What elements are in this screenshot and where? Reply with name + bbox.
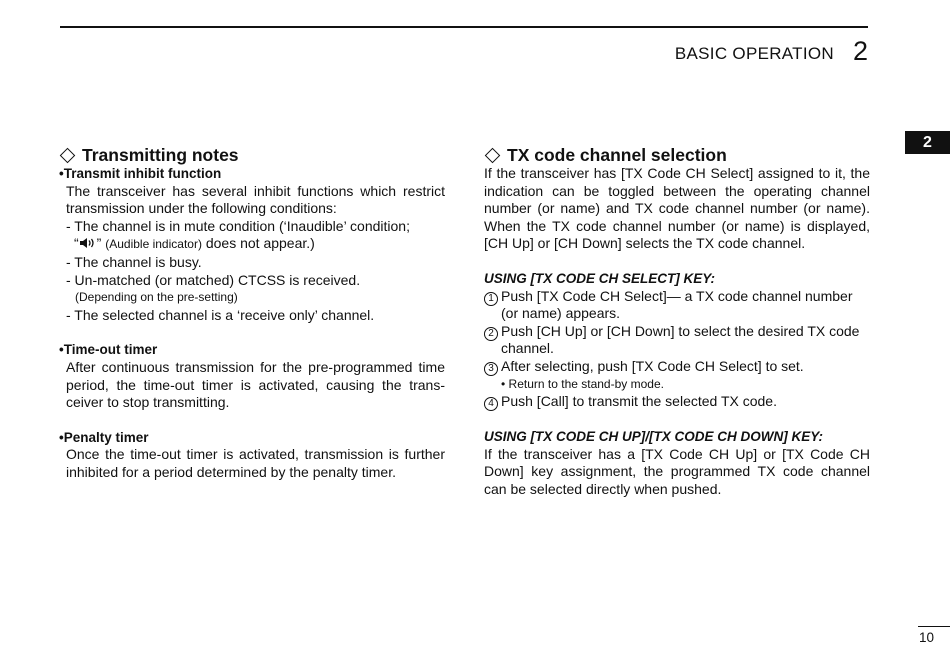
diamond-icon	[60, 148, 76, 164]
using-select-key-heading: USING [TX CODE CH SELECT] KEY:	[484, 270, 716, 286]
timeout-heading: •Time-out timer	[59, 342, 158, 358]
condition-3: - Un-matched (or matched) CTCSS is received.	[66, 271, 361, 288]
section-heading-tx-code: TX code channel selection	[484, 146, 870, 165]
circled-number: 4	[484, 397, 498, 411]
left-column	[59, 146, 445, 482]
inhibit-conditions	[59, 218, 445, 325]
condition-1-cont: “ ” (Audible indicator) does not appear.)	[66, 235, 445, 254]
timeout-body: After continuous transmission for the pre-programmed time period, the time-out timer is activated, causing the trans-ceiver to stop transmitting.	[66, 358, 445, 411]
tx-code-intro: If the transceiver has [TX Code CH Select] assigned to it, the indication can be toggled between the operating channel number (or name) and TX code channel number (or name). When the TX code channel number (or name) is displayed, [CH Up] or [CH Down] selects the TX code channel.	[484, 165, 870, 252]
penalty-body: Once the time-out timer is activated, transmission is further inhibited for a period determined by the penalty timer.	[66, 446, 445, 480]
step-3-note: • Return to the stand-by mode.	[501, 376, 664, 391]
condition-1: - The channel is in mute condition (‘Inaudible’ condition;	[66, 217, 410, 234]
inhibit-heading: •Transmit inhibit function	[59, 166, 222, 181]
inhibit-intro: The transceiver has several inhibit functions which restrict transmission under the following conditions:	[66, 182, 445, 217]
step-4: 4 Push [Call] to transmit the selected TX code.	[484, 393, 870, 411]
step-1: 1 Push [TX Code CH Select]— a TX code channel number (or name) appears.	[484, 288, 870, 323]
chapter-side-tab: 2	[905, 131, 950, 154]
page-number: 10	[919, 630, 935, 645]
using-up-down-body: If the transceiver has a [TX Code CH Up] or [TX Code CH Down] key assignment, the programmed TX code channel can be selected directly when pushed.	[484, 445, 870, 497]
circled-number: 3	[484, 362, 498, 376]
top-rule	[60, 26, 868, 28]
diamond-icon	[485, 148, 501, 164]
condition-2: - The channel is busy.	[66, 253, 202, 270]
step-2: 2 Push [CH Up] or [CH Down] to select the desired TX code channel.	[484, 323, 870, 358]
chapter-number: 2	[852, 36, 868, 66]
section-heading-transmitting-notes: Transmitting notes	[59, 146, 445, 165]
footer-rule	[918, 626, 950, 627]
condition-4: - The selected channel is a ‘receive only’ channel.	[66, 306, 375, 323]
penalty-heading: •Penalty timer	[59, 429, 149, 445]
condition-3-note: (Depending on the pre-setting)	[75, 290, 238, 305]
audible-speaker-icon	[79, 236, 97, 254]
circled-number: 1	[484, 292, 498, 306]
right-column	[484, 146, 870, 499]
chapter-title: BASIC OPERATION	[674, 44, 834, 63]
circled-number: 2	[484, 327, 498, 341]
using-up-down-key-heading: USING [TX CODE CH UP]/[TX CODE CH DOWN] KEY:	[484, 429, 824, 445]
step-3: 3 After selecting, push [TX Code CH Select] to set. • Return to the stand-by mode.	[484, 358, 870, 393]
